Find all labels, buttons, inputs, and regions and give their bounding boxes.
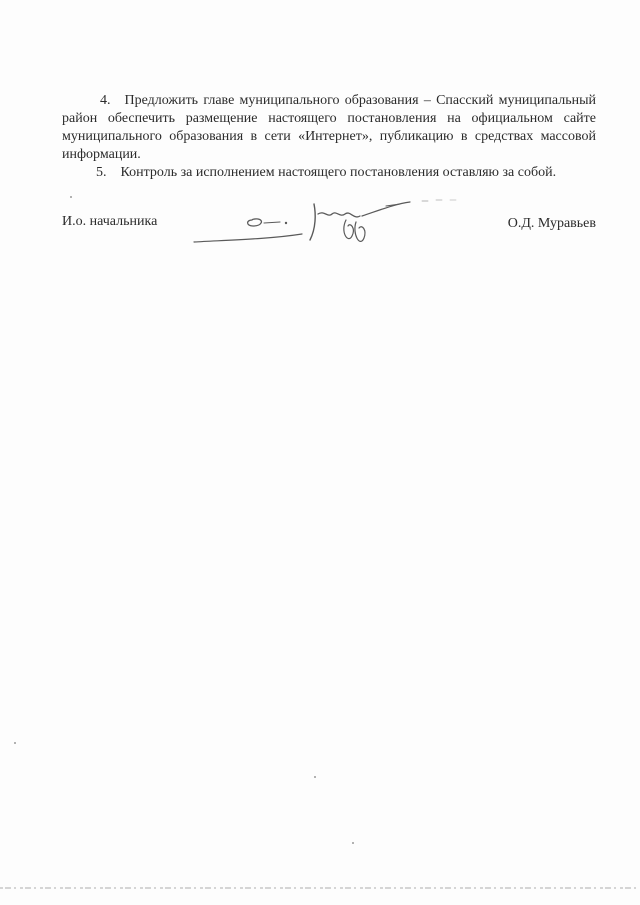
scan-edge-line [0,885,640,891]
signature-block [62,214,596,244]
paragraph-5: 5. Контроль за исполнением настоящего постановления оставляю за собой. [96,165,557,180]
document-body [62,92,596,182]
scan-speck [314,776,316,778]
paragraph-4: 4. Предложить главе муниципального образования – Спасский муниципальный район обеспечить размещение настоящего постановления на официальном сайте муниципального образования в сети «Интернет», публикацию в средствах массовой информации. [62,93,596,162]
scan-speck [352,842,354,844]
scan-speck [70,196,72,198]
signatory-position: И.о. начальника [62,214,158,229]
signatory-name: О.Д. Муравьев [507,216,596,231]
scan-speck [14,742,16,744]
